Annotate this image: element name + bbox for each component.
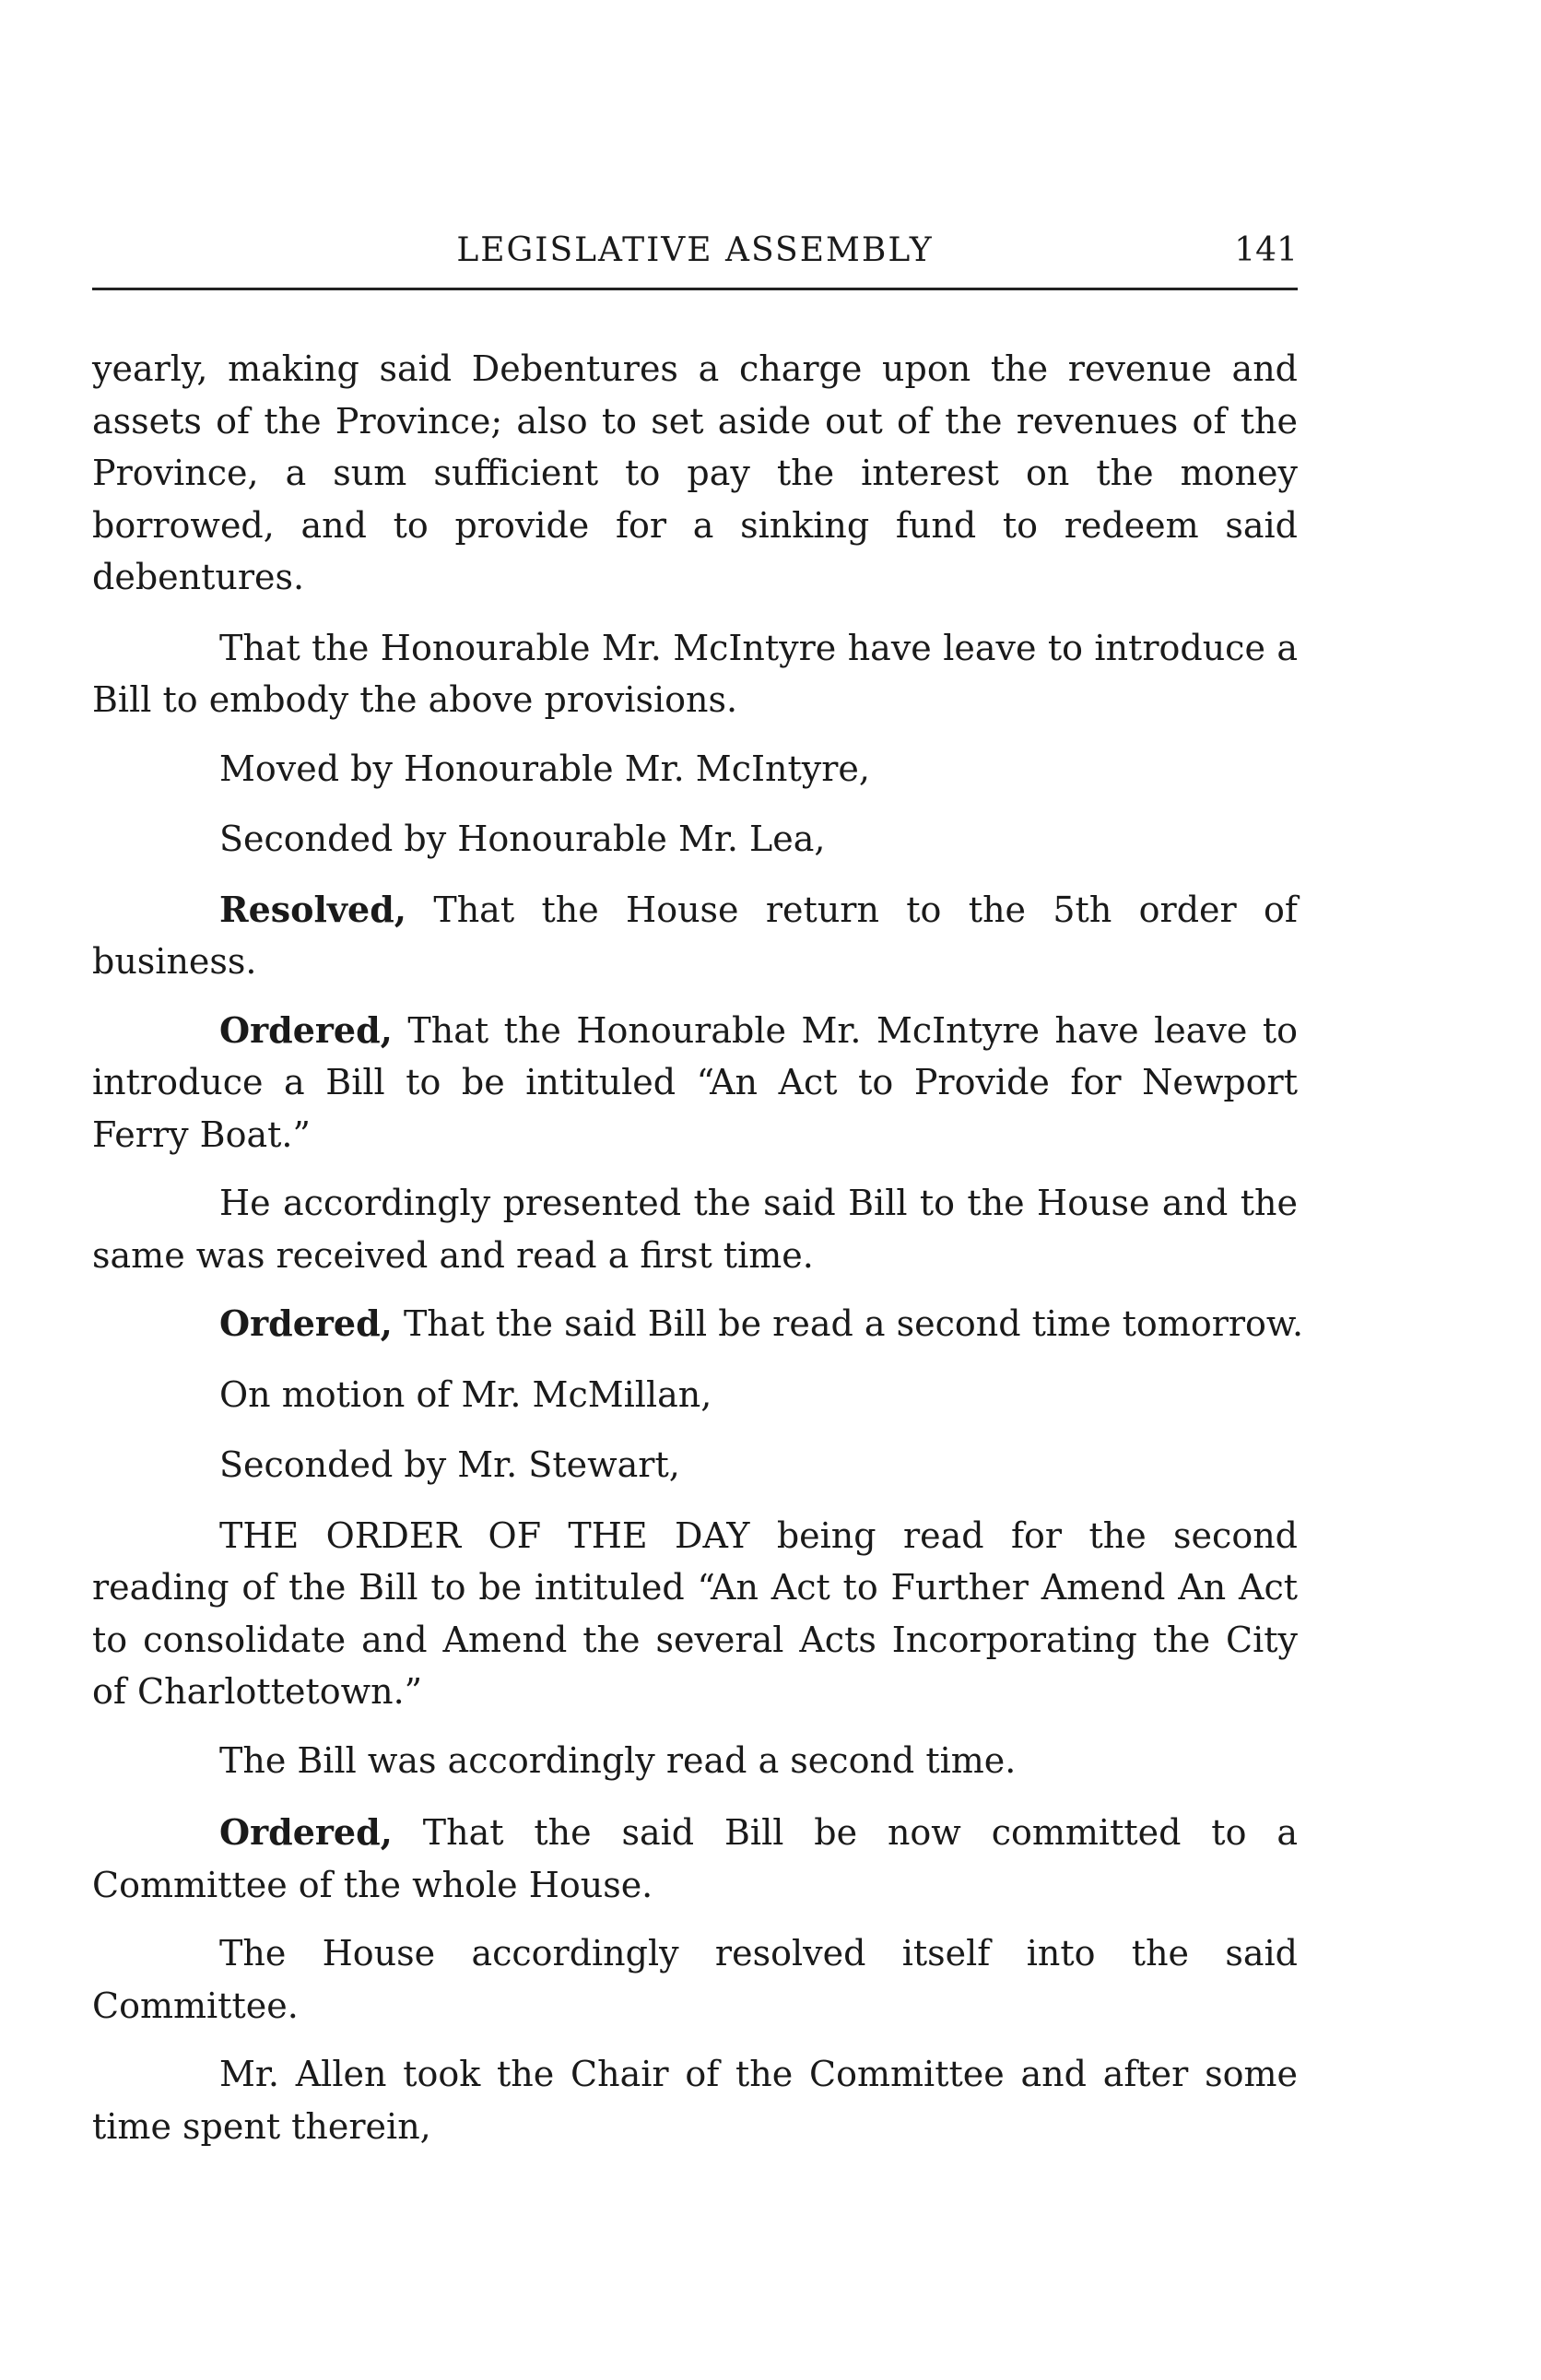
paragraph-text: Seconded by Mr. Stewart,: [219, 1444, 680, 1485]
paragraph-text: THE ORDER OF THE DAY being read for the second reading of the Bill to be intituled “An Act to Further Amend An Act to consolidate and Amend the several Acts Incorporating the City of Charlottetown.”: [92, 1514, 1298, 1712]
paragraph-text: Mr. Allen took the Chair of the Committee and after some time spent therein,: [92, 2054, 1298, 2147]
paragraph-ordered-second-reading: [92, 1298, 1304, 1350]
paragraph-order-of-the-day: [92, 1510, 1298, 1718]
paragraph-text: Moved by Honourable Mr. McIntyre,: [219, 748, 870, 789]
header-rule: [92, 288, 1298, 290]
paragraph-seconded-by: [92, 813, 1298, 866]
paragraph-leave-to-introduce: [92, 622, 1298, 726]
paragraph-text: The House accordingly resolved itself into the said Committee.: [92, 1933, 1298, 2026]
paragraph-allen-chair: [92, 2048, 1298, 2152]
paragraph-ordered-committed: [92, 1807, 1298, 1911]
paragraph-resolved: [92, 884, 1298, 988]
paragraph-text: Seconded by Honourable Mr. Lea,: [219, 819, 826, 859]
paragraph-presented: [92, 1177, 1298, 1281]
ordered-lead: Ordered,: [219, 1811, 393, 1853]
paragraph-ordered-ferry-boat: [92, 1005, 1298, 1161]
paragraph-on-motion: [92, 1369, 1298, 1421]
paragraph-resolved-into-committee: [92, 1927, 1298, 2032]
paragraph-text: That the Honourable Mr. McIntyre have leave to introduce a Bill to be intituled “An Act to Provide for Newport Ferry Boat.”: [92, 1009, 1298, 1155]
body-text: [92, 343, 1304, 2169]
ordered-lead: Ordered,: [219, 1302, 393, 1344]
paragraph-text: yearly, making said Debentures a charge upon the revenue and assets of the Province; also to set aside out of the revenues of the Province, a sum sufficient to pay the interest on the money borrowed, and to provide for a sinking fund to redeem said debentures.: [92, 348, 1298, 597]
paragraph-text: That the said Bill be read a second time tomorrow.: [392, 1303, 1304, 1344]
paragraph-text: That the House return to the 5th order of business.: [92, 889, 1298, 982]
running-header: [92, 223, 1298, 278]
paragraph-debentures: [92, 343, 1298, 604]
resolved-lead: Resolved,: [219, 888, 406, 930]
page-number: 141: [1234, 231, 1298, 269]
running-title: LEGISLATIVE ASSEMBLY: [456, 231, 934, 269]
ordered-lead: Ordered,: [219, 1008, 393, 1051]
paragraph-text: The Bill was accordingly read a second time.: [219, 1739, 1017, 1781]
paragraph-moved-by: [92, 743, 1298, 795]
paragraph-seconded-stewart: [92, 1439, 1298, 1491]
paragraph-text: He accordingly presented the said Bill to the House and the same was received and read a first time.: [92, 1183, 1298, 1276]
paragraph-read-second-time: [92, 1735, 1298, 1787]
paragraph-text: On motion of Mr. McMillan,: [219, 1373, 712, 1415]
paragraph-text: That the said Bill be now committed to a Committee of the whole House.: [92, 1812, 1298, 1905]
paragraph-text: That the Honourable Mr. McIntyre have leave to introduce a Bill to embody the above provisions.: [92, 627, 1298, 720]
